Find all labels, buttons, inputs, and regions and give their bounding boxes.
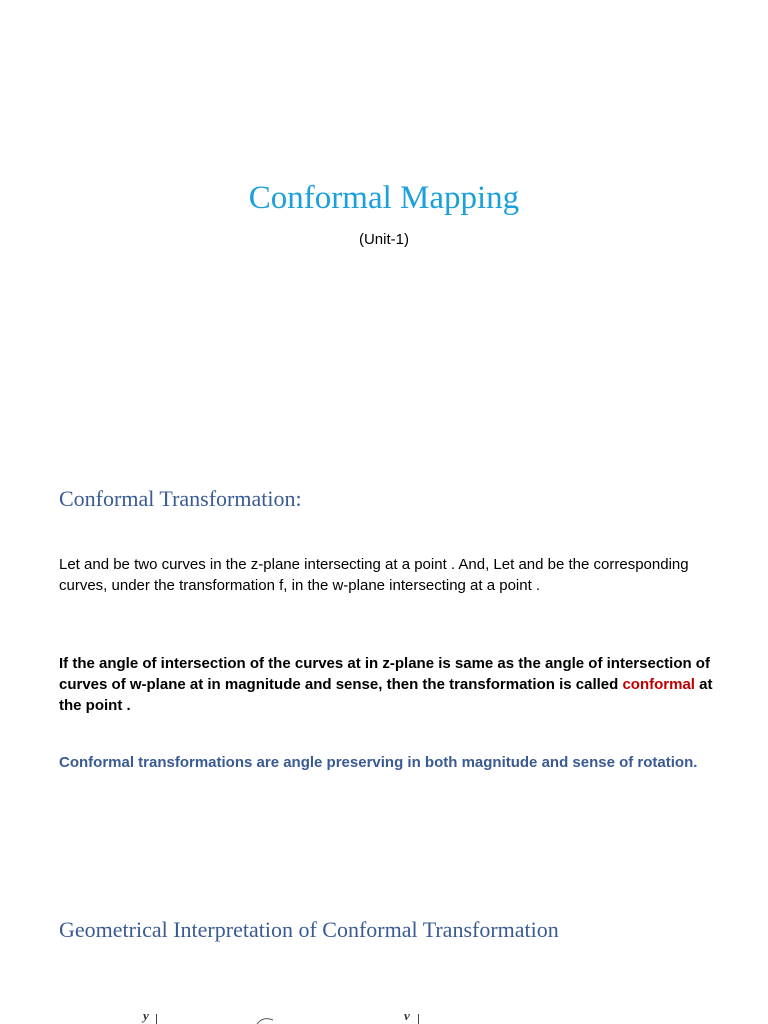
z-plane-y-axis xyxy=(156,1014,157,1024)
section-heading-conformal-transformation: Conformal Transformation: xyxy=(59,486,302,511)
page-title: Conformal Mapping xyxy=(248,180,520,216)
condition-text-after: at the point . xyxy=(59,676,713,714)
conformal-highlight: conformal xyxy=(622,676,695,693)
w-plane-v-axis-label: v xyxy=(404,1008,410,1023)
z-plane-y-axis-label: y xyxy=(143,1008,149,1023)
page-subtitle: (Unit-1) xyxy=(358,231,409,248)
condition-text-before: If the angle of intersection of the curves at in z-plane is same as the angle of intersection of curves of w-plane at in magnitude and sense, then the transformation is called xyxy=(59,655,710,693)
z-plane-curve xyxy=(255,1014,285,1024)
w-plane-v-axis xyxy=(418,1014,419,1024)
angle-preserving-note: Conformal transformations are angle preserving in both magnitude and sense of rotation. xyxy=(59,754,698,771)
conformal-condition-paragraph xyxy=(59,653,714,716)
definition-paragraph: Let and be two curves in the z-plane intersecting at a point . And, Let and be the corresponding curves, under the transformation f, in the w-plane intersecting at a point . xyxy=(59,556,689,594)
section-heading-geometrical-interpretation: Geometrical Interpretation of Conformal Transformation xyxy=(59,917,559,942)
